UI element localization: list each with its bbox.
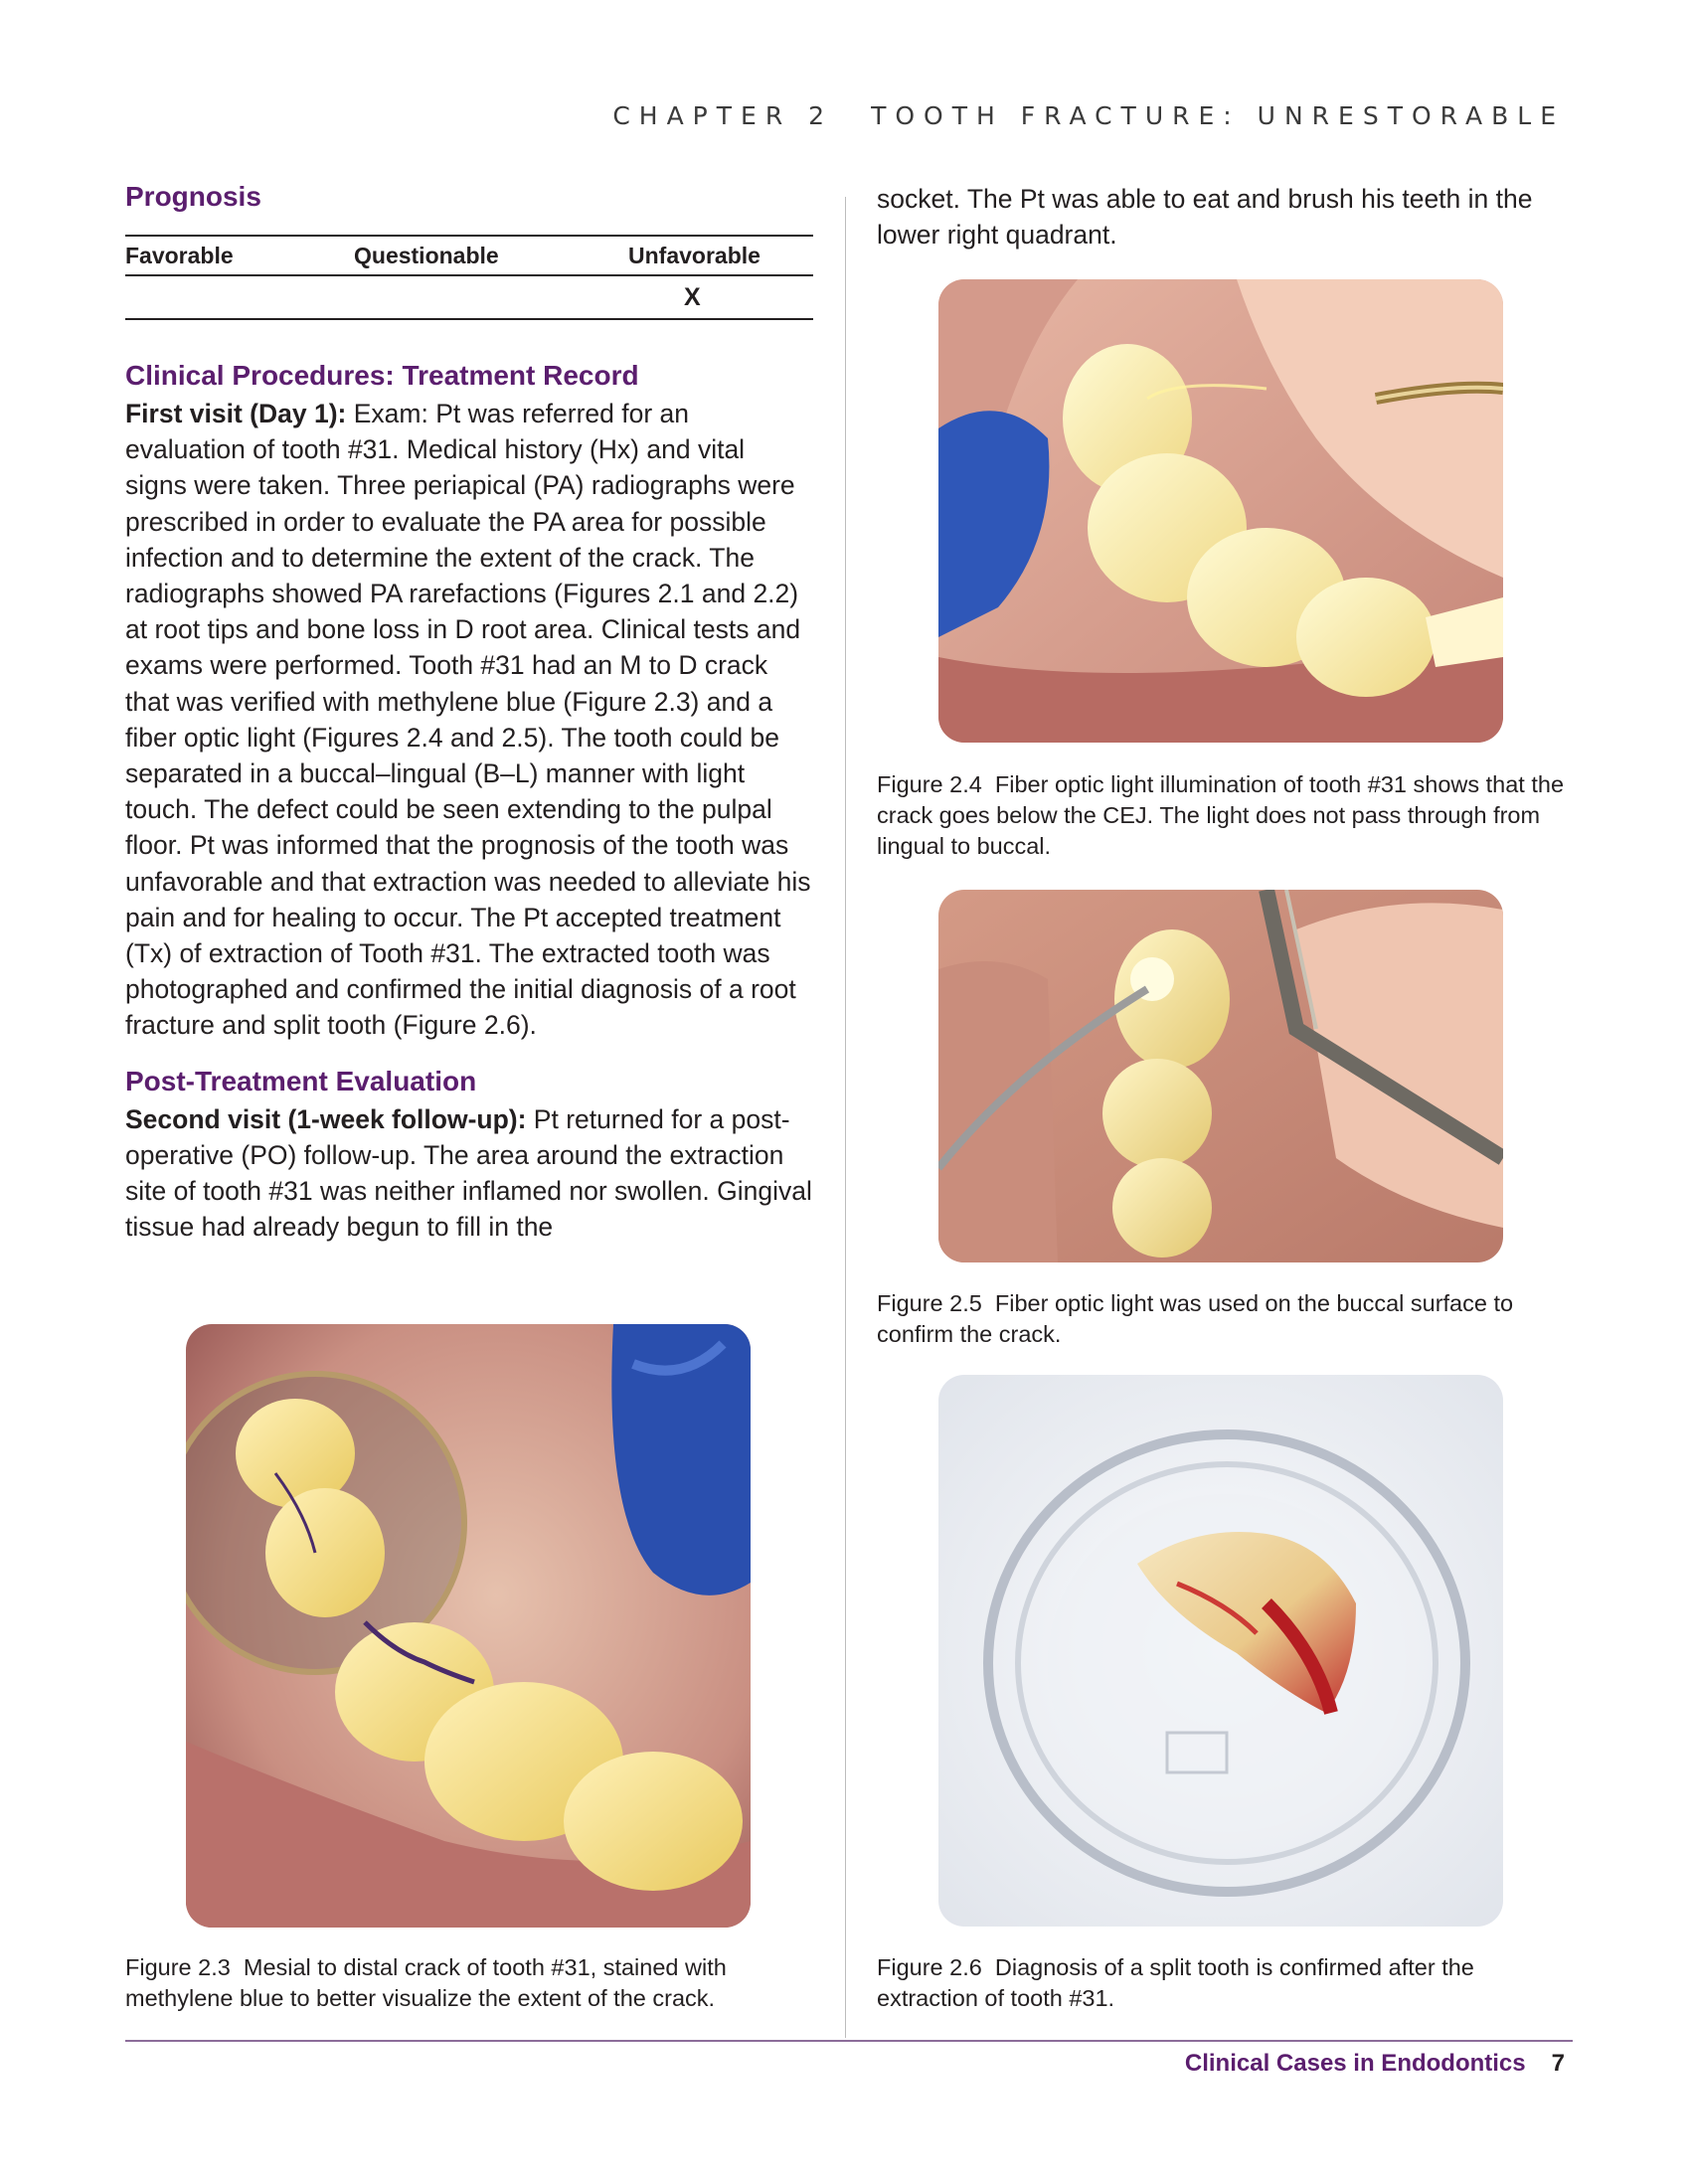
prognosis-mark-favorable (125, 275, 354, 319)
figure-2-3-photo (186, 1324, 751, 1928)
first-visit-text: Exam: Pt was referred for an evaluation of tooth #31. Medical history (Hx) and vital signs were taken. Three periapical (PA) radiographs were prescribed in order to evaluate the PA area for possible infection and to determine the extent of the crack. The radiographs showed PA rarefactions (Figures 2.1 and 2.2) at root tips and bone loss in D root area. Clinical tests and exams were performed. Tooth #31 had an M to D crack that was verified with methylene blue (Figure 2.3) and a fiber optic light (Figures 2.4 and 2.5). The tooth could be separated in a buccal–lingual (B–L) manner with light touch. The defect could be seen extending to the pulpal floor. Pt was informed that the prognosis of the tooth was unfavorable and that extraction was needed to alleviate his pain and for healing to occur. The Pt accepted treatment (Tx) of extraction of Tooth #31. The extracted tooth was photographed and confirmed the initial diagnosis of a root fracture and split tooth (Figure 2.6). (125, 399, 811, 1041)
chapter-label: CHAPTER 2 (612, 101, 834, 130)
column-divider (845, 197, 846, 2038)
first-visit-paragraph (125, 396, 813, 1044)
prognosis-mark-unfavorable: X (628, 275, 813, 319)
figure-2-3-text: Mesial to distal crack of tooth #31, stained with methylene blue to better visualize the extent of the crack. (125, 1954, 727, 2011)
figure-2-6-caption (877, 1952, 1573, 2014)
left-column (125, 181, 813, 1245)
footer-rule (125, 2040, 1573, 2042)
prognosis-table (125, 235, 813, 320)
figure-2-5-label: Figure 2.5 (877, 1290, 982, 1316)
prognosis-col-unfavorable: Unfavorable (628, 236, 813, 275)
figure-2-4-photo (938, 279, 1503, 743)
chapter-title: TOOTH FRACTURE: UNRESTORABLE (871, 101, 1565, 130)
clinical-procedures-heading: Clinical Procedures: Treatment Record (125, 360, 639, 391)
figure-2-5-photo (938, 890, 1503, 1262)
figure-2-6-text: Diagnosis of a split tooth is confirmed after the extraction of tooth #31. (877, 1954, 1474, 2011)
figure-2-5-text: Fiber optic light was used on the buccal surface to confirm the crack. (877, 1290, 1514, 1347)
first-visit-label: First visit (Day 1): (125, 399, 347, 428)
page-number: 7 (1551, 2050, 1565, 2077)
figure-2-6-photo (938, 1375, 1503, 1927)
book-title: Clinical Cases in Endodontics (1184, 2050, 1526, 2077)
prognosis-col-questionable: Questionable (354, 236, 628, 275)
second-visit-text: Pt returned for a post-operative (PO) follow-up. The area around the extraction site of tooth #31 was neither inflamed nor swollen. Gingival tissue had already begun to fill in the (125, 1103, 812, 1243)
prognosis-col-favorable: Favorable (125, 236, 354, 275)
figure-2-3-label: Figure 2.3 (125, 1954, 231, 1980)
second-visit-label: Second visit (1-week follow-up): (125, 1103, 527, 1134)
page-footer (1185, 2050, 1565, 2078)
right-column (877, 181, 1573, 252)
figure-2-4-caption (877, 769, 1573, 862)
prognosis-heading: Prognosis (125, 181, 261, 212)
continued-paragraph: socket. The Pt was able to eat and brush his teeth in the lower right quadrant. (877, 184, 1533, 251)
figure-2-4-label: Figure 2.4 (877, 771, 982, 797)
prognosis-mark-questionable (354, 275, 628, 319)
figure-2-6-label: Figure 2.6 (877, 1954, 982, 1980)
second-visit-paragraph (125, 1101, 813, 1246)
post-treatment-heading: Post-Treatment Evaluation (125, 1065, 477, 1096)
figure-2-4-text: Fiber optic light illumination of tooth #31 shows that the crack goes below the CEJ. The light does not pass through from lingual to buccal. (877, 771, 1565, 859)
figure-2-3-caption (125, 1952, 821, 2014)
running-head (612, 101, 1565, 130)
figure-2-5-caption (877, 1288, 1573, 1350)
